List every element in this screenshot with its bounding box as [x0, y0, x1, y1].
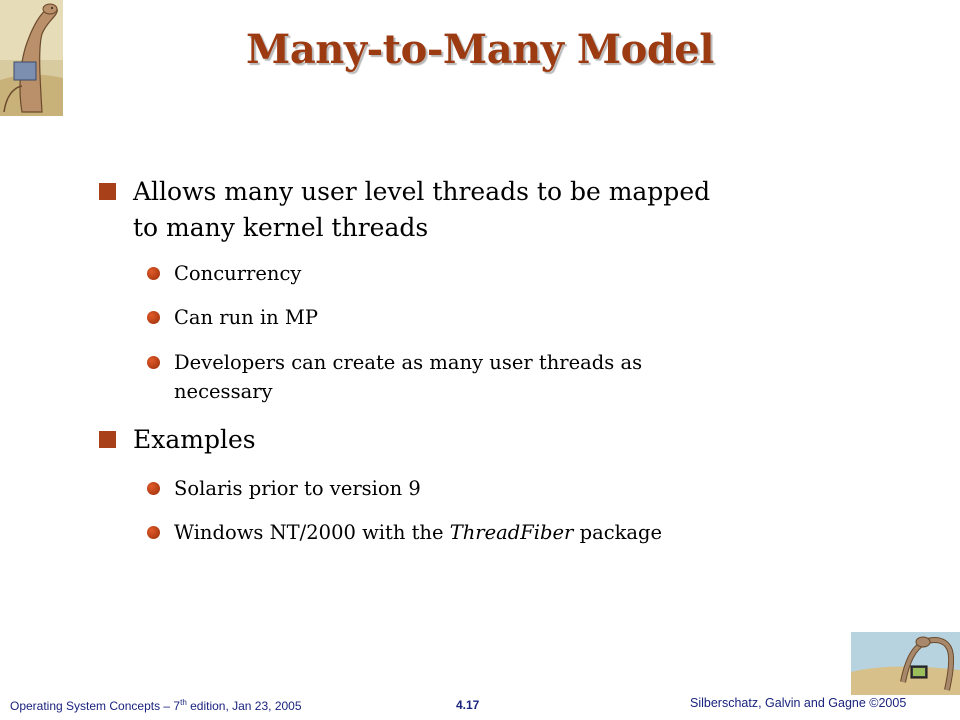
sub-bullet-text-before: Windows NT/2000 with the — [174, 521, 450, 544]
square-bullet-icon — [99, 431, 116, 448]
sub-bullet-solaris — [174, 474, 421, 503]
bullet-text-line1: Allows many user level threads to be mapped — [133, 177, 711, 206]
sub-bullet-text-line2: necessary — [174, 380, 273, 403]
footer-left-sup: th — [180, 698, 187, 707]
footer-copyright: Silberschatz, Galvin and Gagne ©2005 — [690, 696, 907, 710]
round-bullet-icon — [147, 526, 160, 539]
footer-book-title — [10, 698, 302, 713]
round-bullet-icon — [147, 311, 160, 324]
sub-bullet-text: Can run in MP — [174, 306, 319, 329]
sub-bullet-text-after: package — [573, 521, 663, 544]
square-bullet-icon — [99, 183, 116, 200]
sub-bullet-text: Concurrency — [174, 262, 302, 285]
bullet-text: Examples — [133, 425, 256, 454]
bullet-allows-many — [133, 174, 710, 246]
slide-title: Many-to-Many Model — [246, 26, 714, 73]
sub-bullet-concurrency — [174, 259, 301, 288]
bullet-text-line2: to many kernel threads — [133, 213, 429, 242]
sub-bullet-developers — [174, 348, 642, 406]
bullet-examples — [133, 422, 256, 458]
footer-left-prefix: Operating System Concepts – 7 — [10, 699, 181, 713]
sub-bullet-text-italic: ThreadFiber — [449, 521, 574, 544]
footer-page-number: 4.17 — [456, 698, 480, 712]
dinosaur-illustration-bottom-right — [851, 632, 960, 695]
round-bullet-icon — [147, 356, 160, 369]
sub-bullet-windows — [174, 518, 662, 547]
sub-bullet-text: Solaris prior to version 9 — [174, 477, 421, 500]
sub-bullet-mp — [174, 303, 318, 332]
round-bullet-icon — [147, 482, 160, 495]
footer-left-suffix: edition, Jan 23, 2005 — [186, 699, 302, 713]
round-bullet-icon — [147, 267, 160, 280]
sub-bullet-text-line1: Developers can create as many user threads as — [174, 351, 643, 374]
